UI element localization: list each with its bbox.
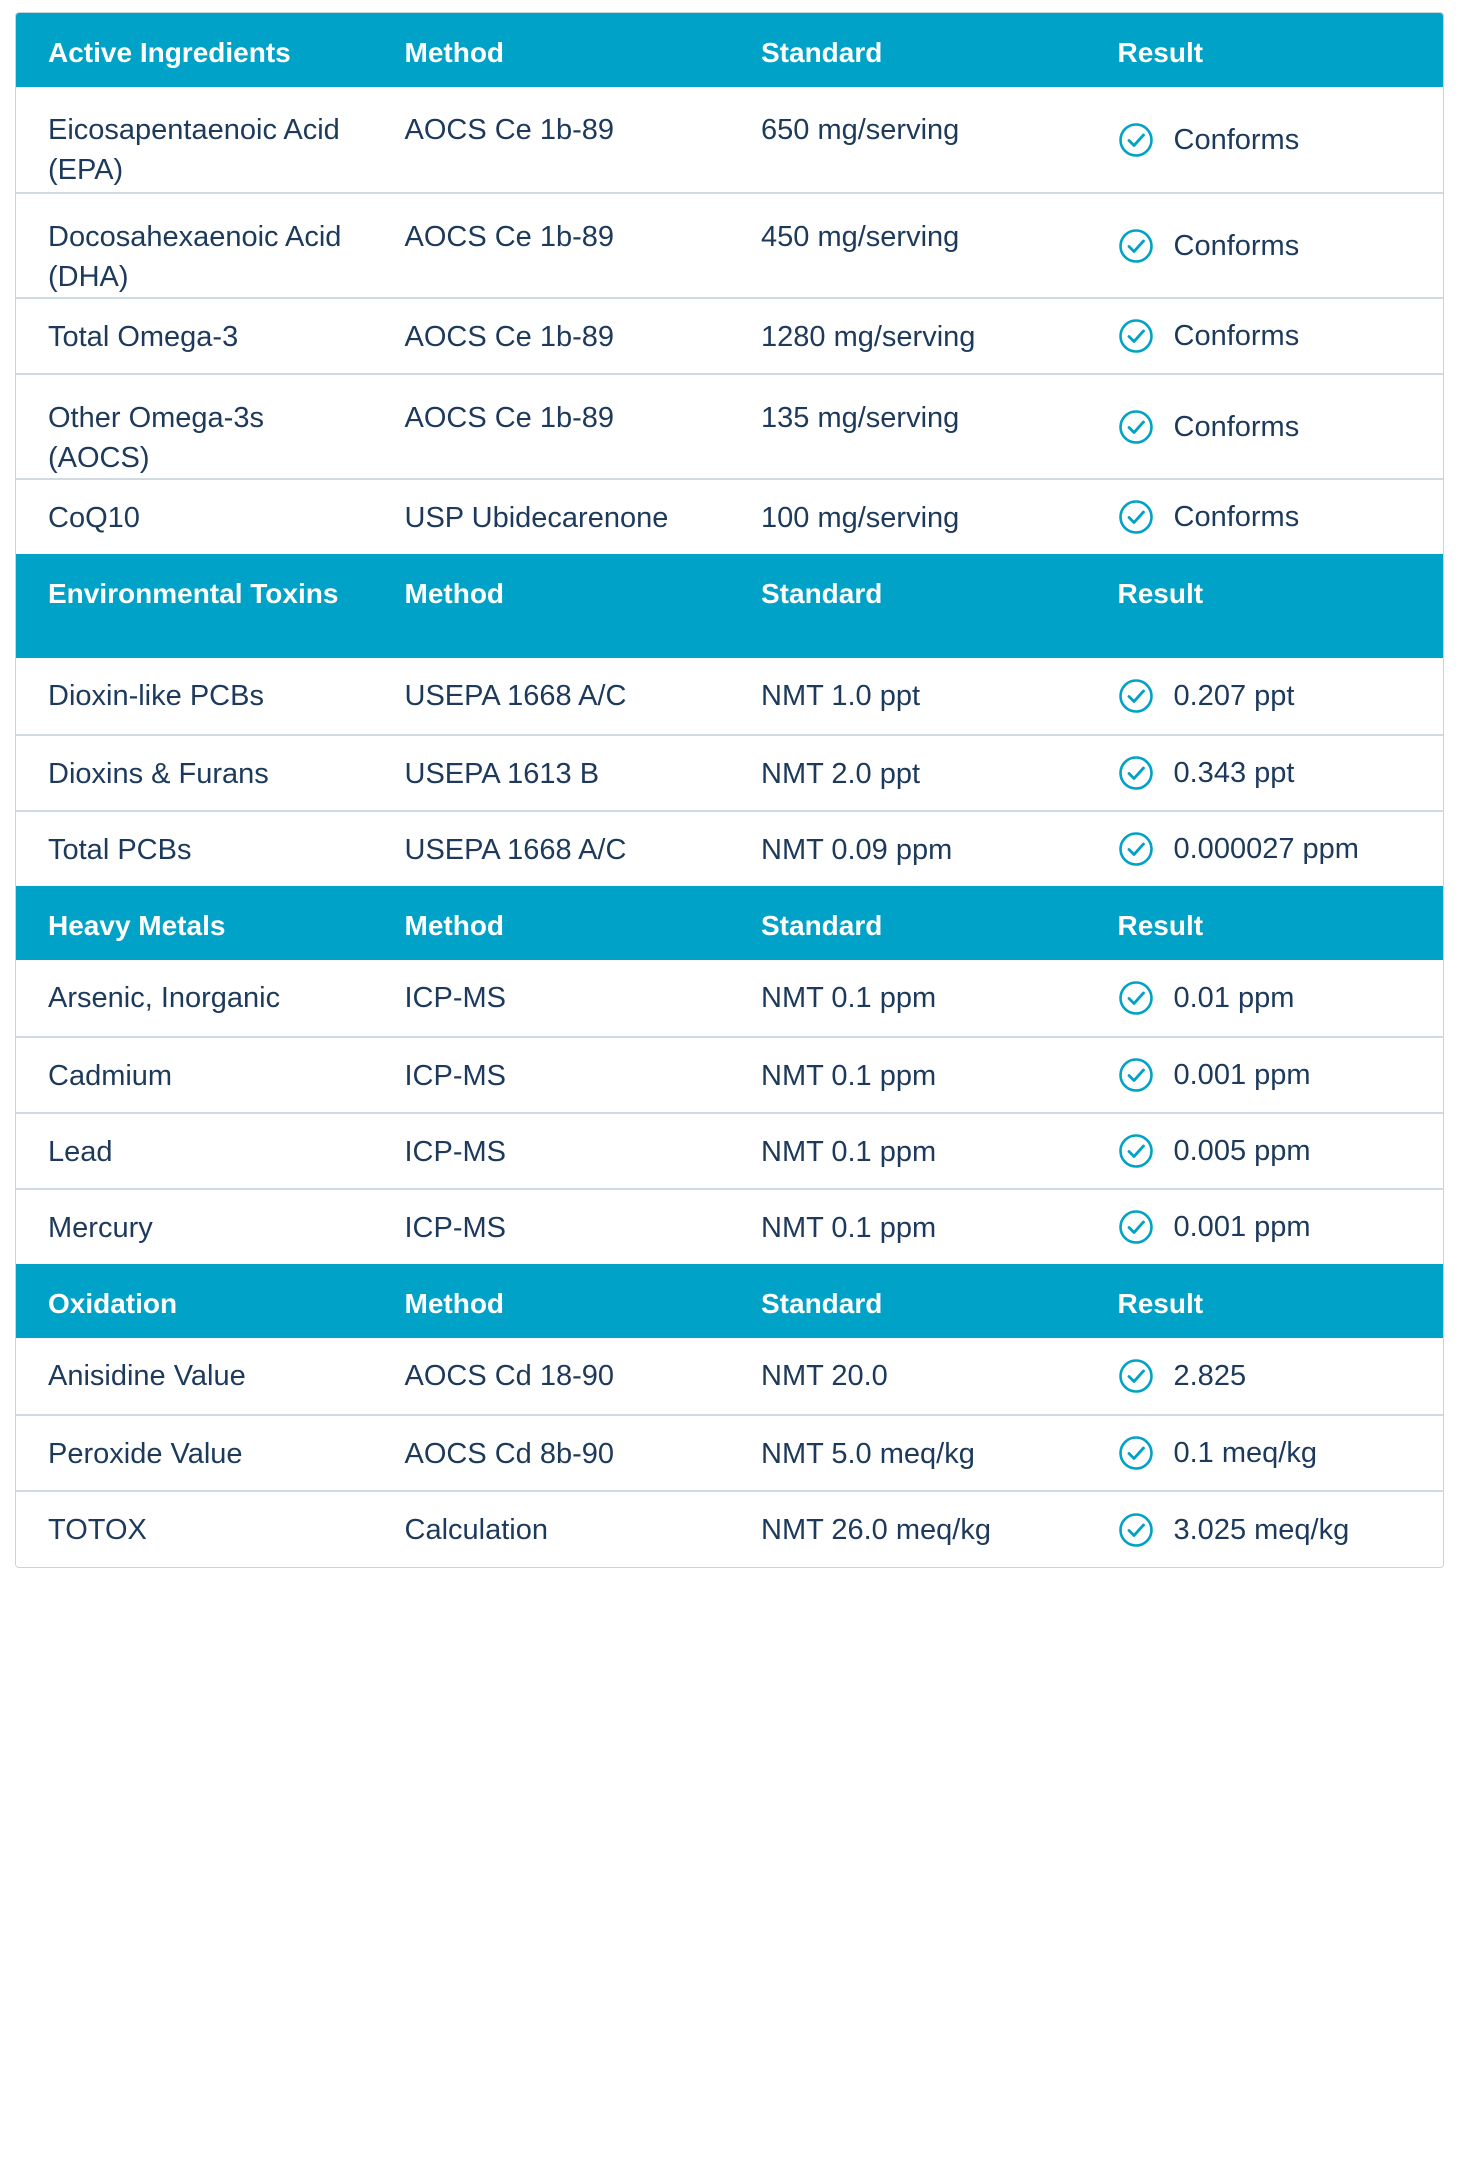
method-cell: USP Ubidecarenone (404, 502, 669, 534)
result-value: 0.01 ppm (1173, 982, 1295, 1014)
header-method: Method (404, 578, 505, 609)
table-row (16, 810, 1443, 886)
header-ingredient: Heavy Metals (48, 910, 226, 941)
result-value: 0.001 ppm (1173, 1211, 1311, 1243)
table-row (16, 1188, 1443, 1264)
method-cell: USEPA 1668 A/C (404, 680, 627, 712)
table-row (16, 1036, 1443, 1112)
table-row (16, 373, 1443, 478)
section-header (16, 13, 1443, 87)
ingredient-cell: Arsenic, Inorganic (48, 982, 281, 1014)
check-circle-icon (1118, 755, 1154, 791)
result-cell (1086, 87, 1444, 192)
header-result: Result (1117, 910, 1204, 941)
standard-cell: NMT 1.0 ppt (761, 680, 921, 712)
ingredient-cell: Total Omega-3 (48, 321, 239, 353)
ingredient-cell: Total PCBs (48, 834, 192, 866)
result-value: Conforms (1173, 229, 1300, 262)
standard-cell: 650 mg/serving (761, 114, 960, 146)
method-cell: AOCS Ce 1b-89 (404, 114, 615, 146)
table-row (16, 1490, 1443, 1567)
header-ingredient: Active Ingredients (48, 37, 291, 68)
table-row (16, 87, 1443, 192)
ingredient-cell: TOTOX (48, 1514, 147, 1546)
header-standard: Standard (761, 1288, 883, 1319)
section-header (16, 554, 1443, 658)
table-row (16, 192, 1443, 297)
method-cell: USEPA 1613 B (404, 758, 600, 790)
check-circle-icon (1118, 831, 1154, 867)
method-cell: AOCS Cd 8b-90 (404, 1438, 615, 1470)
result-cell (1086, 812, 1444, 886)
standard-cell: NMT 0.1 ppm (761, 982, 937, 1014)
check-circle-icon (1118, 1512, 1154, 1548)
check-circle-icon (1118, 499, 1154, 535)
section-header (16, 886, 1443, 960)
standard-cell: NMT 0.09 ppm (761, 834, 953, 866)
result-value: 2.825 (1173, 1360, 1247, 1392)
result-value: 0.207 ppt (1173, 680, 1295, 712)
standard-cell: NMT 20.0 (761, 1360, 888, 1392)
result-value: Conforms (1173, 501, 1300, 533)
section-3 (16, 886, 1443, 1264)
standard-cell: 100 mg/serving (761, 502, 960, 534)
check-circle-icon (1118, 1133, 1154, 1169)
ingredient-cell: Anisidine Value (48, 1360, 246, 1392)
table-row (16, 297, 1443, 373)
header-result: Result (1117, 578, 1204, 609)
result-value: 0.343 ppt (1173, 757, 1295, 789)
standard-cell: NMT 0.1 ppm (761, 1136, 937, 1168)
header-method: Method (404, 37, 505, 68)
ingredient-cell: CoQ10 (48, 502, 140, 534)
result-cell (1086, 658, 1444, 734)
result-cell (1086, 194, 1444, 297)
result-value: Conforms (1173, 123, 1300, 156)
header-ingredient: Oxidation (48, 1288, 178, 1319)
header-standard: Standard (761, 578, 883, 609)
standard-cell: NMT 0.1 ppm (761, 1060, 937, 1092)
ingredient-cell: Cadmium (48, 1060, 173, 1092)
result-value: 0.005 ppm (1173, 1135, 1311, 1167)
result-value: 3.025 meq/kg (1173, 1513, 1350, 1546)
result-value: Conforms (1173, 320, 1300, 352)
ingredient-cell: Dioxins & Furans (48, 758, 269, 790)
header-standard: Standard (761, 37, 883, 68)
result-value: 0.001 ppm (1173, 1059, 1311, 1091)
ingredient-cell: Other Omega-3s (AOCS) (48, 402, 264, 474)
header-method: Method (404, 1288, 505, 1319)
table-row (16, 658, 1443, 734)
result-cell (1086, 375, 1444, 478)
table-row (16, 734, 1443, 810)
section-1 (16, 13, 1443, 554)
ingredient-cell: Eicosapentaenoic Acid (EPA) (48, 114, 340, 186)
check-circle-icon (1118, 409, 1154, 445)
standard-cell: NMT 0.1 ppm (761, 1212, 937, 1244)
result-cell (1086, 960, 1444, 1036)
standard-cell: 135 mg/serving (761, 402, 960, 434)
table-row (16, 1338, 1443, 1414)
certificate-of-analysis-table (15, 12, 1444, 1568)
method-cell: AOCS Ce 1b-89 (404, 402, 615, 434)
standard-cell: NMT 2.0 ppt (761, 758, 921, 790)
result-value: Conforms (1173, 410, 1300, 443)
table-row (16, 1414, 1443, 1490)
ingredient-cell: Lead (48, 1136, 113, 1168)
check-circle-icon (1118, 1435, 1154, 1471)
method-cell: ICP-MS (404, 982, 506, 1014)
check-circle-icon (1118, 1209, 1154, 1245)
result-cell (1086, 1492, 1444, 1567)
method-cell: AOCS Ce 1b-89 (404, 321, 615, 353)
method-cell: AOCS Cd 18-90 (404, 1360, 615, 1392)
check-circle-icon (1118, 980, 1154, 1016)
check-circle-icon (1118, 318, 1154, 354)
ingredient-cell: Dioxin-like PCBs (48, 680, 264, 712)
method-cell: Calculation (404, 1514, 548, 1546)
section-2 (16, 554, 1443, 886)
ingredient-cell: Peroxide Value (48, 1438, 243, 1470)
table-row (16, 1112, 1443, 1188)
standard-cell: 450 mg/serving (761, 221, 960, 253)
result-cell (1086, 1338, 1444, 1414)
result-cell (1086, 1190, 1444, 1264)
ingredient-cell: Mercury (48, 1212, 153, 1244)
result-value: 0.1 meq/kg (1173, 1437, 1317, 1469)
standard-cell: 1280 mg/serving (761, 321, 976, 353)
table-row (16, 478, 1443, 554)
header-method: Method (404, 910, 505, 941)
check-circle-icon (1118, 122, 1154, 158)
table-row (16, 960, 1443, 1036)
method-cell: AOCS Ce 1b-89 (404, 221, 615, 253)
result-value: 0.000027 ppm (1173, 833, 1359, 865)
method-cell: ICP-MS (404, 1060, 506, 1092)
standard-cell: NMT 5.0 meq/kg (761, 1438, 975, 1470)
check-circle-icon (1118, 228, 1154, 264)
header-result: Result (1117, 37, 1204, 68)
section-4 (16, 1264, 1443, 1567)
result-cell (1086, 1114, 1444, 1188)
section-header (16, 1264, 1443, 1338)
header-result: Result (1117, 1288, 1204, 1319)
standard-cell: NMT 26.0 meq/kg (761, 1514, 991, 1546)
ingredient-cell: Docosahexaenoic Acid (DHA) (48, 221, 342, 293)
method-cell: ICP-MS (404, 1212, 506, 1244)
check-circle-icon (1118, 678, 1154, 714)
result-cell (1086, 480, 1444, 554)
result-cell (1086, 1416, 1444, 1490)
check-circle-icon (1118, 1358, 1154, 1394)
method-cell: USEPA 1668 A/C (404, 834, 627, 866)
header-standard: Standard (761, 910, 883, 941)
header-ingredient: Environmental Toxins (48, 578, 339, 609)
method-cell: ICP-MS (404, 1136, 506, 1168)
result-cell (1086, 1038, 1444, 1112)
result-cell (1086, 299, 1444, 373)
check-circle-icon (1118, 1057, 1154, 1093)
result-cell (1086, 736, 1444, 810)
